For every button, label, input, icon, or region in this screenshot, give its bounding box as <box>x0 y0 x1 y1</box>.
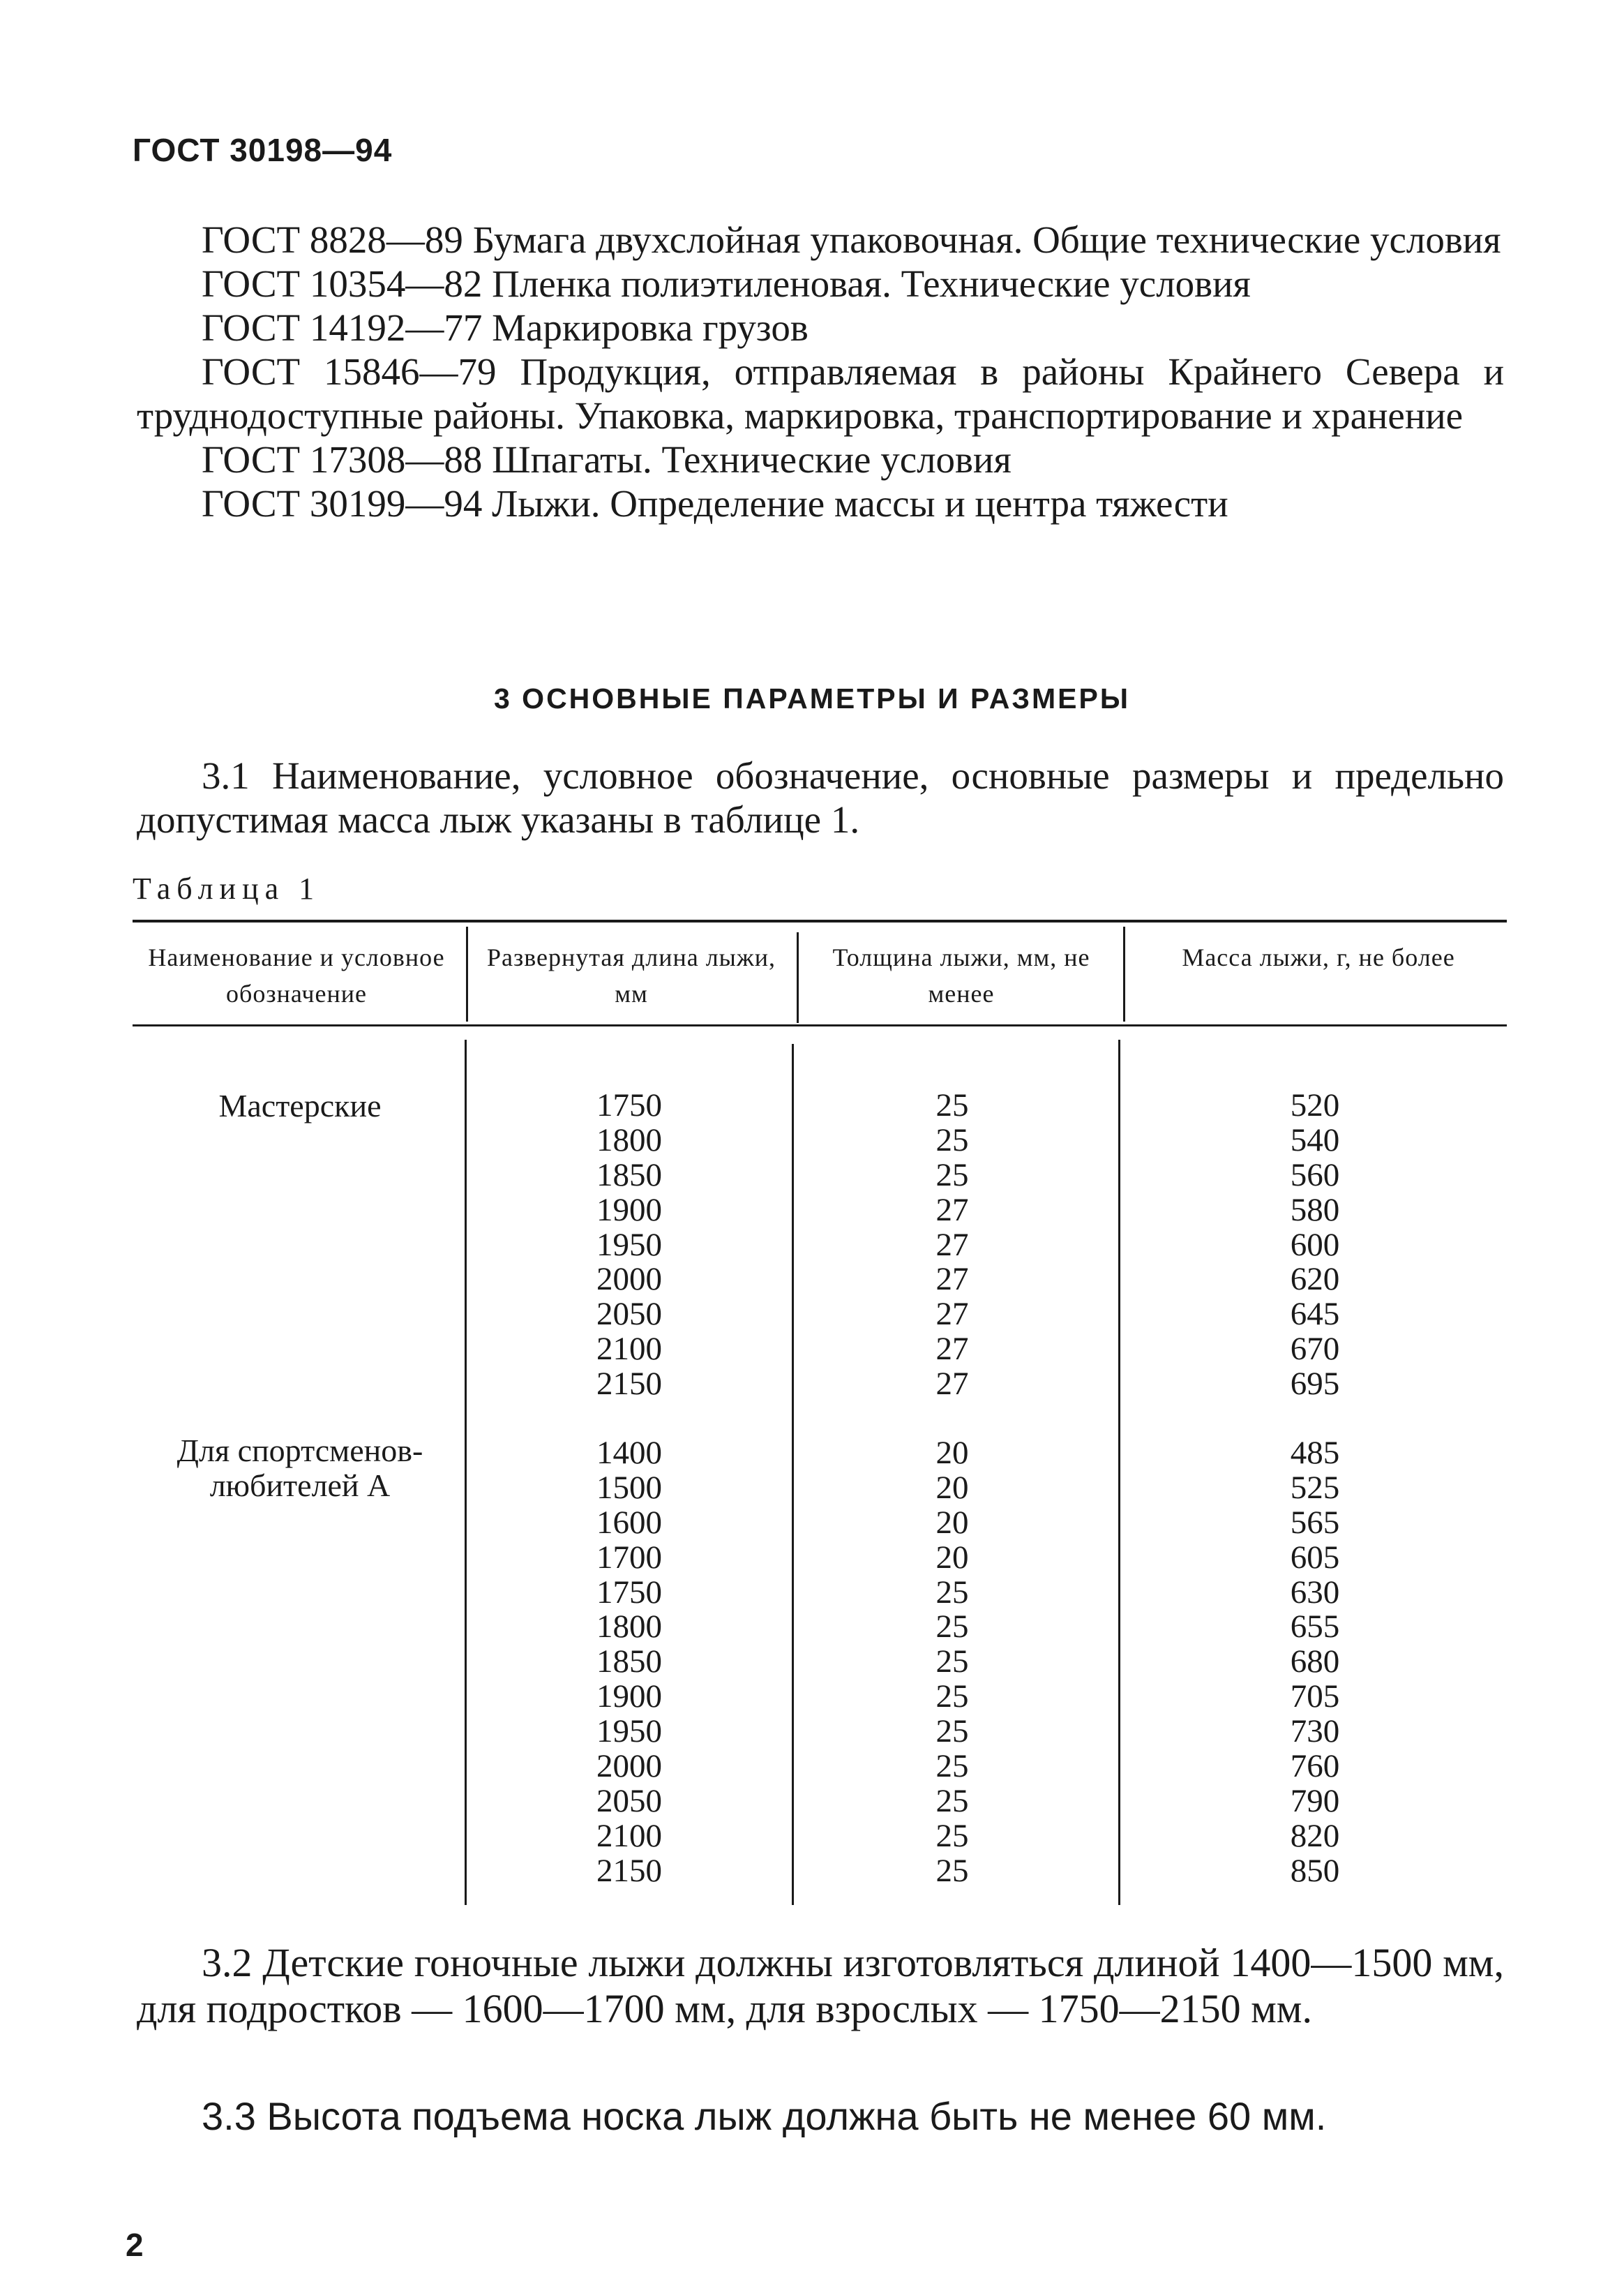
table-cell-thickness: 25 <box>935 1156 969 1193</box>
table-cell-mass: 600 <box>1290 1226 1340 1263</box>
table-cell-thickness: 20 <box>935 1539 969 1576</box>
table-cell-length: 1800 <box>596 1608 662 1645</box>
table-cell-mass: 630 <box>1290 1574 1340 1611</box>
table-cell-length: 2150 <box>596 1366 662 1403</box>
table-cell-thickness: 27 <box>935 1296 969 1333</box>
table-cell-mass: 730 <box>1290 1713 1340 1750</box>
group-name-master: Мастерские <box>218 1088 382 1123</box>
table-cell-mass: 565 <box>1290 1504 1340 1541</box>
table-cell-length: 1500 <box>596 1469 662 1506</box>
table-cell-mass: 670 <box>1290 1331 1340 1368</box>
table-cell-length: 1600 <box>596 1504 662 1541</box>
table-cell-mass: 760 <box>1290 1748 1340 1785</box>
table-cell-mass: 820 <box>1290 1817 1340 1854</box>
table-cell-mass: 580 <box>1290 1191 1340 1228</box>
mass-column <box>1245 1436 1385 1889</box>
table-cell-thickness: 25 <box>935 1574 969 1611</box>
length-column <box>559 1436 699 1889</box>
paragraph-3-1: 3.1 Наименование, условное обозначение, основные размеры и предельно допустимая масса лыж указаны в таблице 1. <box>137 754 1504 841</box>
table-cell-mass: 695 <box>1290 1366 1340 1403</box>
table-cell-mass: 540 <box>1290 1121 1340 1158</box>
table-cell-thickness: 27 <box>935 1366 969 1403</box>
table-cell-mass: 485 <box>1290 1435 1340 1471</box>
table-cell-thickness: 27 <box>935 1191 969 1228</box>
group-name-amateur: Для спортсменов-любителей А <box>176 1433 423 1503</box>
header-thickness: Толщина лыжи, мм, не менее <box>832 943 1090 1008</box>
table-cell-length: 1950 <box>596 1713 662 1750</box>
table-top-rule <box>133 920 1507 923</box>
reference-item: ГОСТ 8828—89 Бумага двухслойная упаковочная. Общие технические условия <box>202 218 1501 261</box>
page-number: 2 <box>126 2227 144 2263</box>
table-cell-length: 1400 <box>596 1435 662 1471</box>
table-cell-length: 2000 <box>596 1261 662 1298</box>
table-cell-length: 2000 <box>596 1748 662 1785</box>
column-divider <box>797 932 799 1023</box>
thickness-column <box>882 1089 1022 1402</box>
paragraph-3-2: 3.2 Детские гоночные лыжи должны изготовляться длиной 1400—1500 мм, для подростков — 1600—1700 мм, для взрослых — 1750—2150 мм. <box>137 1940 1504 2031</box>
table-cell-thickness: 27 <box>935 1226 969 1263</box>
header-name: Наименование и условное обозначение <box>148 943 445 1008</box>
paragraph-3-3: 3.3 Высота подъема носка лыж должна быть не менее 60 мм. <box>202 2094 1327 2138</box>
table-cell-length: 1800 <box>596 1121 662 1158</box>
table-cell-mass: 705 <box>1290 1678 1340 1715</box>
table-cell-thickness: 20 <box>935 1469 969 1506</box>
document-code-header: ГОСТ 30198—94 <box>133 132 393 168</box>
table-cell-length: 2100 <box>596 1817 662 1854</box>
table-cell-mass: 605 <box>1290 1539 1340 1576</box>
table-cell-thickness: 27 <box>935 1331 969 1368</box>
table-cell-thickness: 25 <box>935 1608 969 1645</box>
table-cell-length: 1900 <box>596 1678 662 1715</box>
table-cell-mass: 525 <box>1290 1469 1340 1506</box>
table-cell-mass: 790 <box>1290 1782 1340 1819</box>
section-heading: 3 ОСНОВНЫЕ ПАРАМЕТРЫ И РАЗМЕРЫ <box>493 682 1131 715</box>
table-cell-length: 1850 <box>596 1156 662 1193</box>
table-cell-length: 2050 <box>596 1782 662 1819</box>
header-length: Развернутая длина лыжи, мм <box>486 943 776 1008</box>
table-cell-length: 1750 <box>596 1087 662 1123</box>
mass-column <box>1245 1089 1385 1402</box>
column-divider <box>792 1044 794 1905</box>
table-cell-thickness: 20 <box>935 1435 969 1471</box>
table-cell-thickness: 25 <box>935 1817 969 1854</box>
reference-item: ГОСТ 30199—94 Лыжи. Определение массы и центра тяжести <box>202 482 1228 525</box>
table-cell-length: 1950 <box>596 1226 662 1263</box>
table-cell-mass: 680 <box>1290 1643 1340 1680</box>
table-cell-thickness: 25 <box>935 1852 969 1889</box>
column-divider <box>1118 1040 1120 1905</box>
table-cell-mass: 620 <box>1290 1261 1340 1298</box>
reference-item: ГОСТ 15846—79 Продукция, отправляемая в районы Крайнего Севера и труднодоступные районы. Упаковка, маркировка, транспортирование и хранение <box>137 350 1504 437</box>
table-cell-thickness: 25 <box>935 1782 969 1819</box>
table-cell-mass: 655 <box>1290 1608 1340 1645</box>
normative-references <box>137 218 1504 525</box>
table-cell-thickness: 25 <box>935 1121 969 1158</box>
table-cell-length: 1850 <box>596 1643 662 1680</box>
header-mass: Масса лыжи, г, не более <box>1182 943 1455 971</box>
table-cell-thickness: 25 <box>935 1748 969 1785</box>
column-divider <box>466 927 468 1022</box>
length-column <box>559 1089 699 1402</box>
table-header-rule <box>133 1024 1507 1026</box>
reference-item: ГОСТ 10354—82 Пленка полиэтиленовая. Технические условия <box>202 262 1251 305</box>
table-cell-length: 1750 <box>596 1574 662 1611</box>
table-cell-thickness: 20 <box>935 1504 969 1541</box>
table-cell-length: 2150 <box>596 1852 662 1889</box>
table-cell-thickness: 27 <box>935 1261 969 1298</box>
reference-item: ГОСТ 17308—88 Шпагаты. Технические условия <box>202 438 1012 481</box>
table-cell-mass: 560 <box>1290 1156 1340 1193</box>
table-cell-thickness: 25 <box>935 1087 969 1123</box>
table-cell-length: 1900 <box>596 1191 662 1228</box>
table-caption: Таблица 1 <box>133 872 321 906</box>
reference-item: ГОСТ 14192—77 Маркировка грузов <box>202 306 809 349</box>
table-cell-mass: 645 <box>1290 1296 1340 1333</box>
thickness-column <box>882 1436 1022 1889</box>
table-cell-thickness: 25 <box>935 1713 969 1750</box>
column-divider <box>1123 927 1125 1022</box>
table-cell-length: 2050 <box>596 1296 662 1333</box>
table-cell-thickness: 25 <box>935 1643 969 1680</box>
table-cell-mass: 850 <box>1290 1852 1340 1889</box>
table-cell-mass: 520 <box>1290 1087 1340 1123</box>
table-cell-thickness: 25 <box>935 1678 969 1715</box>
table-cell-length: 1700 <box>596 1539 662 1576</box>
table-cell-length: 2100 <box>596 1331 662 1368</box>
